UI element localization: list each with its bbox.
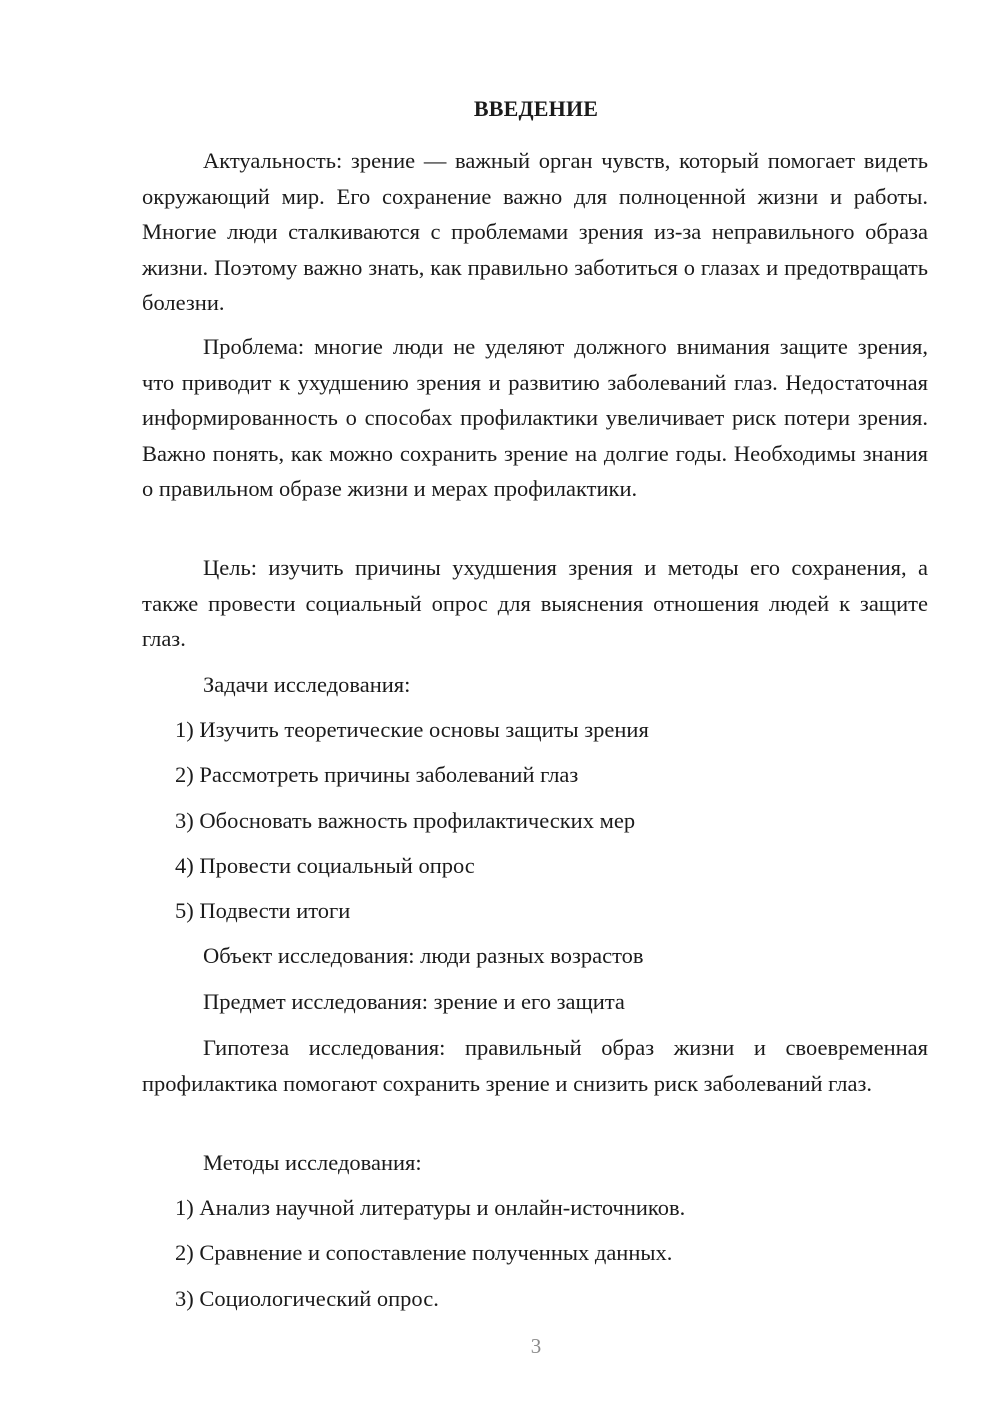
object-line: Объект исследования: люди разных возрастов [203,943,644,968]
page-heading: ВВЕДЕНИЕ [473,96,599,121]
list-item: 3) Социологический опрос. [175,1286,439,1311]
goal-paragraph: Цель: изучить причины ухудшения зрения и методы его сохранения, а также провести социальный опрос для выяснения отношения людей к защите глаз. [142,555,928,651]
problem-paragraph: Проблема: многие люди не уделяют должного внимания защите зрения, что приводит к ухудшению зрения и развитию заболеваний глаз. Недостаточная информированность о способах профилактики увеличивает риск потери зрения. Важно понять, как можно сохранить зрение на долгие годы. Необходимы знания о правильном образе жизни и мерах профилактики. [142,334,928,501]
list-item: 2) Сравнение и сопоставление полученных данных. [175,1240,673,1265]
methods-label: Методы исследования: [203,1150,422,1175]
list-item: 4) Провести социальный опрос [175,853,475,878]
list-item: 5) Подвести итоги [175,898,351,923]
tasks-label: Задачи исследования: [203,672,411,697]
subject-line: Предмет исследования: зрение и его защита [203,989,625,1014]
page-number: 3 [530,1334,542,1358]
list-item: 3) Обосновать важность профилактических мер [175,808,636,833]
hypothesis-paragraph: Гипотеза исследования: правильный образ жизни и своевременная профилактика помогают сохранить зрение и снизить риск заболеваний глаз. [142,1035,928,1096]
list-item: 1) Изучить теоретические основы защиты зрения [175,717,649,742]
list-item: 2) Рассмотреть причины заболеваний глаз [175,762,579,787]
list-item: 1) Анализ научной литературы и онлайн-источников. [175,1195,686,1220]
relevance-paragraph: Актуальность: зрение — важный орган чувств, который помогает видеть окружающий мир. Его сохранение важно для полноценной жизни и работы. Многие люди сталкиваются с проблемами зрения из-за неправильного образа жизни. Поэтому важно знать, как правильно заботиться о глазах и предотвращать болезни. [142,148,928,315]
